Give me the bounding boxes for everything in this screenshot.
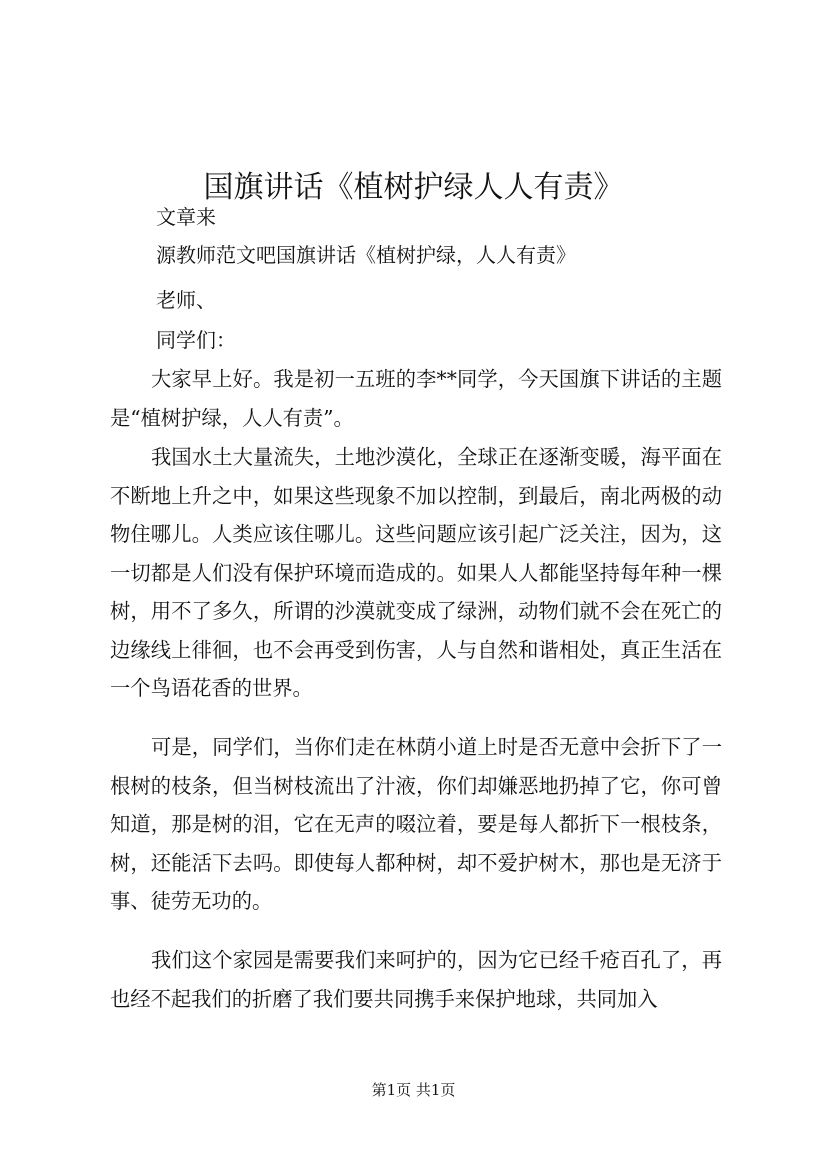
greeting-line-1: 老师、 xyxy=(156,288,216,312)
paragraph: 可是，同学们，当你们走在林荫小道上时是否无意中会折下了一根树的枝条，但当树枝流出了汁液，你们却嫌恶地扔掉了它，你可曾知道，那是树的泪，它在无声的啜泣着，要是每人都折下一根枝条，树，还能活下去吗。即使每人都种树，却不爱护树木，那也是无济于事、徒劳无功的。 xyxy=(110,735,722,913)
greeting-line-2: 同学们： xyxy=(156,328,236,352)
source-line-1: 文章来 xyxy=(156,205,216,229)
paragraph: 大家早上好。我是初一五班的李**同学，今天国旗下讲话的主题是“植树护绿，人人有责”。 xyxy=(110,367,722,430)
source-line-2: 源教师范文吧国旗讲话《植树护绿，人人有责》 xyxy=(156,243,576,267)
document-title: 国旗讲话《植树护绿人人有责》 xyxy=(203,170,624,206)
paragraph: 我们这个家园是需要我们来呵护的，因为它已经千疮百孔了，再也经不起我们的折磨了我们要共同携手来保护地球，共同加入 xyxy=(110,948,722,1011)
page-footer: 第1页 共1页 xyxy=(371,1081,456,1099)
paragraph: 我国水土大量流失，土地沙漠化，全球正在逐渐变暖，海平面在不断地上升之中，如果这些现象不加以控制，到最后，南北两极的动物住哪儿。人类应该住哪儿。这些问题应该引起广泛关注，因为，这一切都是人们没有保护环境而造成的。如果人人都能坚持每年种一棵树，用不了多久，所谓的沙漠就变成了绿洲，动物们就不会在死亡的边缘线上徘徊，也不会再受到伤害，人与自然和谐相处，真正生活在一个鸟语花香的世界。 xyxy=(110,445,722,700)
